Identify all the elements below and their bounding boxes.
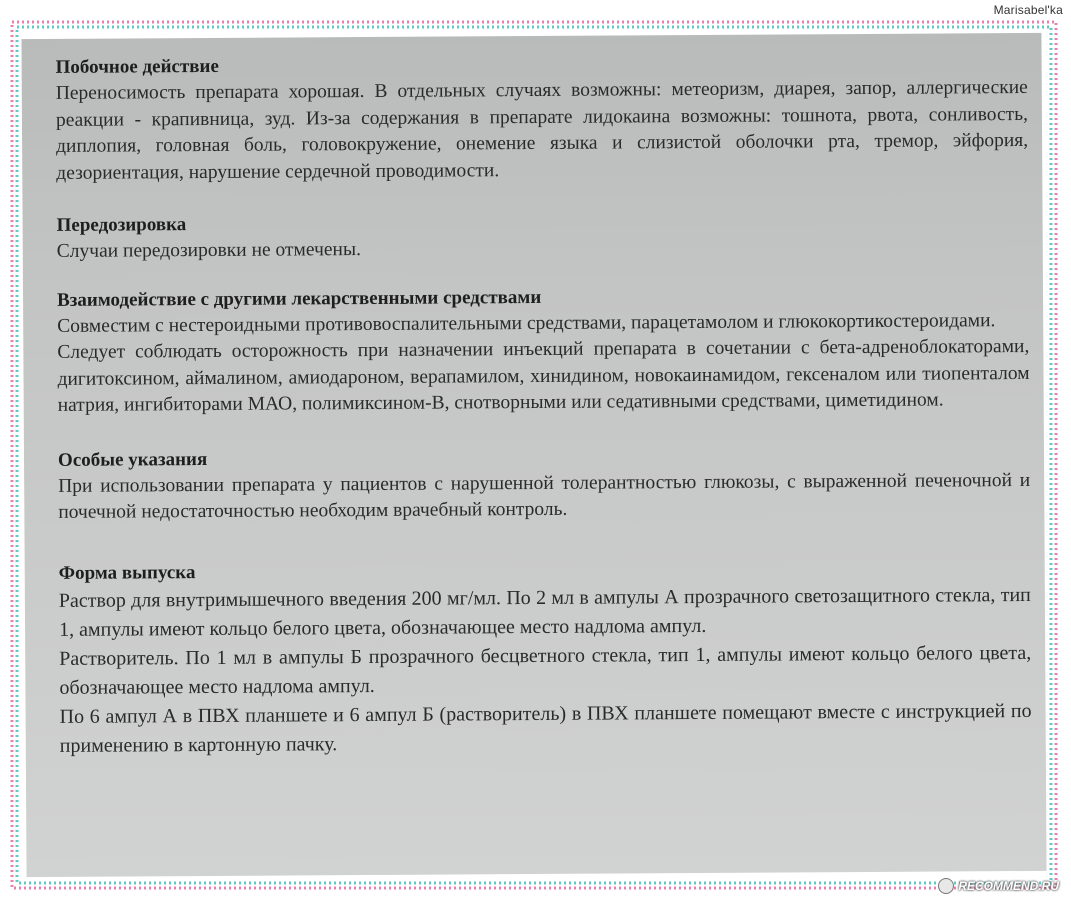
section-heading: Передозировка xyxy=(56,214,187,236)
section-heading: Особые указания xyxy=(57,448,208,471)
section-release-form xyxy=(59,554,1032,760)
section-interactions xyxy=(57,281,1030,419)
section-heading: Побочное действие xyxy=(55,55,219,78)
instruction-document xyxy=(56,49,1032,776)
section-heading: Взаимодействие с другими лекарственными средствами xyxy=(56,286,542,311)
author-watermark: Marisabel'ka xyxy=(993,3,1063,17)
section-paragraph: Растворитель. По 1 мл в ампулы Б прозрачного бесцветного стекла, тип 1, ампулы имеют кольцо белого цвета, обозначающее место надлома ампул. xyxy=(59,641,1032,699)
document-photo xyxy=(21,33,1046,877)
section-paragraph: Переносимость препарата хорошая. В отдельных случаях возможны: метеоризм, диарея, запор, аллергические реакции - крапивница, зуд. Из-за содержания в препарате лидокаина возможны: тошнота, рвота, сонливость, диплопия, головная боль, головокружение, онемение языка и слизистой оболочки рта, тремор, эйфория, дезориентация, нарушение сердечной проводимости. xyxy=(55,76,1029,184)
section-paragraph: Раствор для внутримышечного введения 200 мг/мл. По 2 мл в ампулы А прозрачного светозащитного стекла, тип 1, ампулы имеют кольцо белого цвета, обозначающее место надлома ампул. xyxy=(58,583,1031,641)
section-heading: Форма выпуска xyxy=(58,561,196,584)
section-paragraph: Случаи передозировки не отмечены. xyxy=(56,239,361,262)
section-paragraph: Следует соблюдать осторожность при назначении инъекций препарата в сочетании с бета-адреноблокаторами, дигитоксином, аймалином, амиодароном, верапамилом, хинидином, новокаинамидом, гексеналом или тиопенталом натрия, ингибиторами МАО, полимиксином-В, снотворными или седативными средствами, циметидином. xyxy=(57,335,1030,416)
section-paragraph: При использовании препарата у пациентов с нарушенной толерантностью глюкозы, с выраженной печеночной и почечной недостаточностью необходим врачебный контроль. xyxy=(58,469,1031,523)
section-special-notes xyxy=(58,441,1030,526)
site-watermark xyxy=(938,878,1059,894)
site-watermark-text: RECOMMEND.RU xyxy=(958,879,1059,893)
irecommend-logo-icon xyxy=(938,878,954,894)
section-overdose xyxy=(57,207,1029,265)
section-paragraph: Совместим с нестероидными противовоспалительными средствами, парацетамолом и глюкокортикостероидами. xyxy=(57,309,996,337)
section-side-effects xyxy=(56,49,1029,187)
section-paragraph: По 6 ампул А в ПВХ планшете и 6 ампул Б (растворитель) в ПВХ планшете помещают вместе с инструкцией по применению в картонную пачку. xyxy=(59,699,1032,757)
